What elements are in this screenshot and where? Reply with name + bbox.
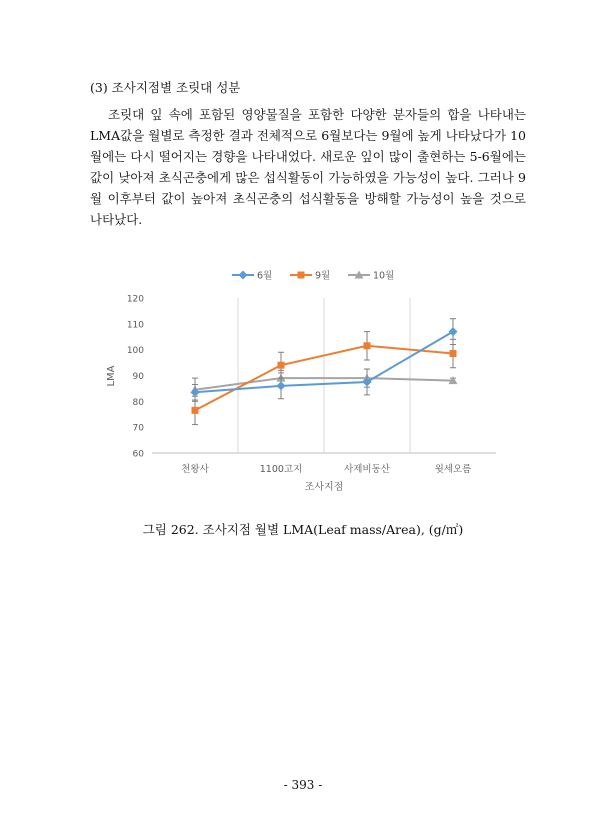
- y-tick-label: 120: [126, 294, 144, 305]
- data-point: [450, 350, 457, 357]
- legend-label: 6월: [257, 270, 273, 282]
- section-heading: (3) 조사지점별 조릿대 성분: [90, 80, 241, 95]
- data-point: [277, 381, 286, 390]
- x-tick-label: 1100고지: [259, 464, 303, 475]
- x-axis-label: 조사지점: [304, 482, 344, 493]
- x-tick-label: 천왕사: [181, 464, 209, 475]
- y-tick-label: 70: [132, 423, 144, 434]
- y-axis-label: LMA: [106, 365, 117, 387]
- data-point: [364, 342, 371, 349]
- data-point: [192, 407, 199, 414]
- body-paragraph: [90, 104, 526, 230]
- y-tick-label: 100: [126, 346, 144, 357]
- data-point: [278, 362, 285, 369]
- y-tick-label: 110: [126, 320, 144, 331]
- page-number: - 393 -: [283, 778, 323, 792]
- legend-label: 10월: [373, 270, 395, 282]
- data-point: [449, 327, 458, 336]
- plot-area: [127, 295, 496, 476]
- lma-line-chart: [100, 262, 500, 502]
- legend-label: 9월: [315, 270, 331, 282]
- legend-item: [290, 270, 330, 282]
- y-tick-label: 90: [132, 372, 144, 382]
- y-tick-label: 80: [132, 397, 144, 408]
- y-tick-label: 60: [132, 449, 144, 460]
- paragraph-text: 조릿대 잎 속에 포함된 영양물질을 포함한 다양한 분자들의 합을 나타내는 LMA값을 월별로 측정한 결과 전체적으로 6월보다는 9월에 높게 나타났다가 10월에는 다시 떨어지는 경향을 나타내었다. 새로운 잎이 많이 출현하는 5-6월에는 값이 낮아져 초식곤충에게 많은 섭식활동이 가능하였을 가능성이 높다. 그러나 9월 이후부터 값이 높아져 초식곤충의 섭식활동을 방해할 가능성이 높을 것으로 나타났다.: [90, 107, 526, 227]
- legend-marker: [239, 271, 248, 280]
- x-tick-label: 사제비동산: [344, 464, 390, 475]
- figure-caption: 그림 262. 조사지점 월별 LMA(Leaf mass/Area), (g/㎡): [142, 522, 464, 537]
- legend-item: [348, 270, 394, 282]
- legend-item: [232, 270, 272, 282]
- x-tick-label: 윗세오름: [434, 464, 472, 475]
- legend-marker: [298, 272, 305, 279]
- chart-legend: [232, 270, 394, 282]
